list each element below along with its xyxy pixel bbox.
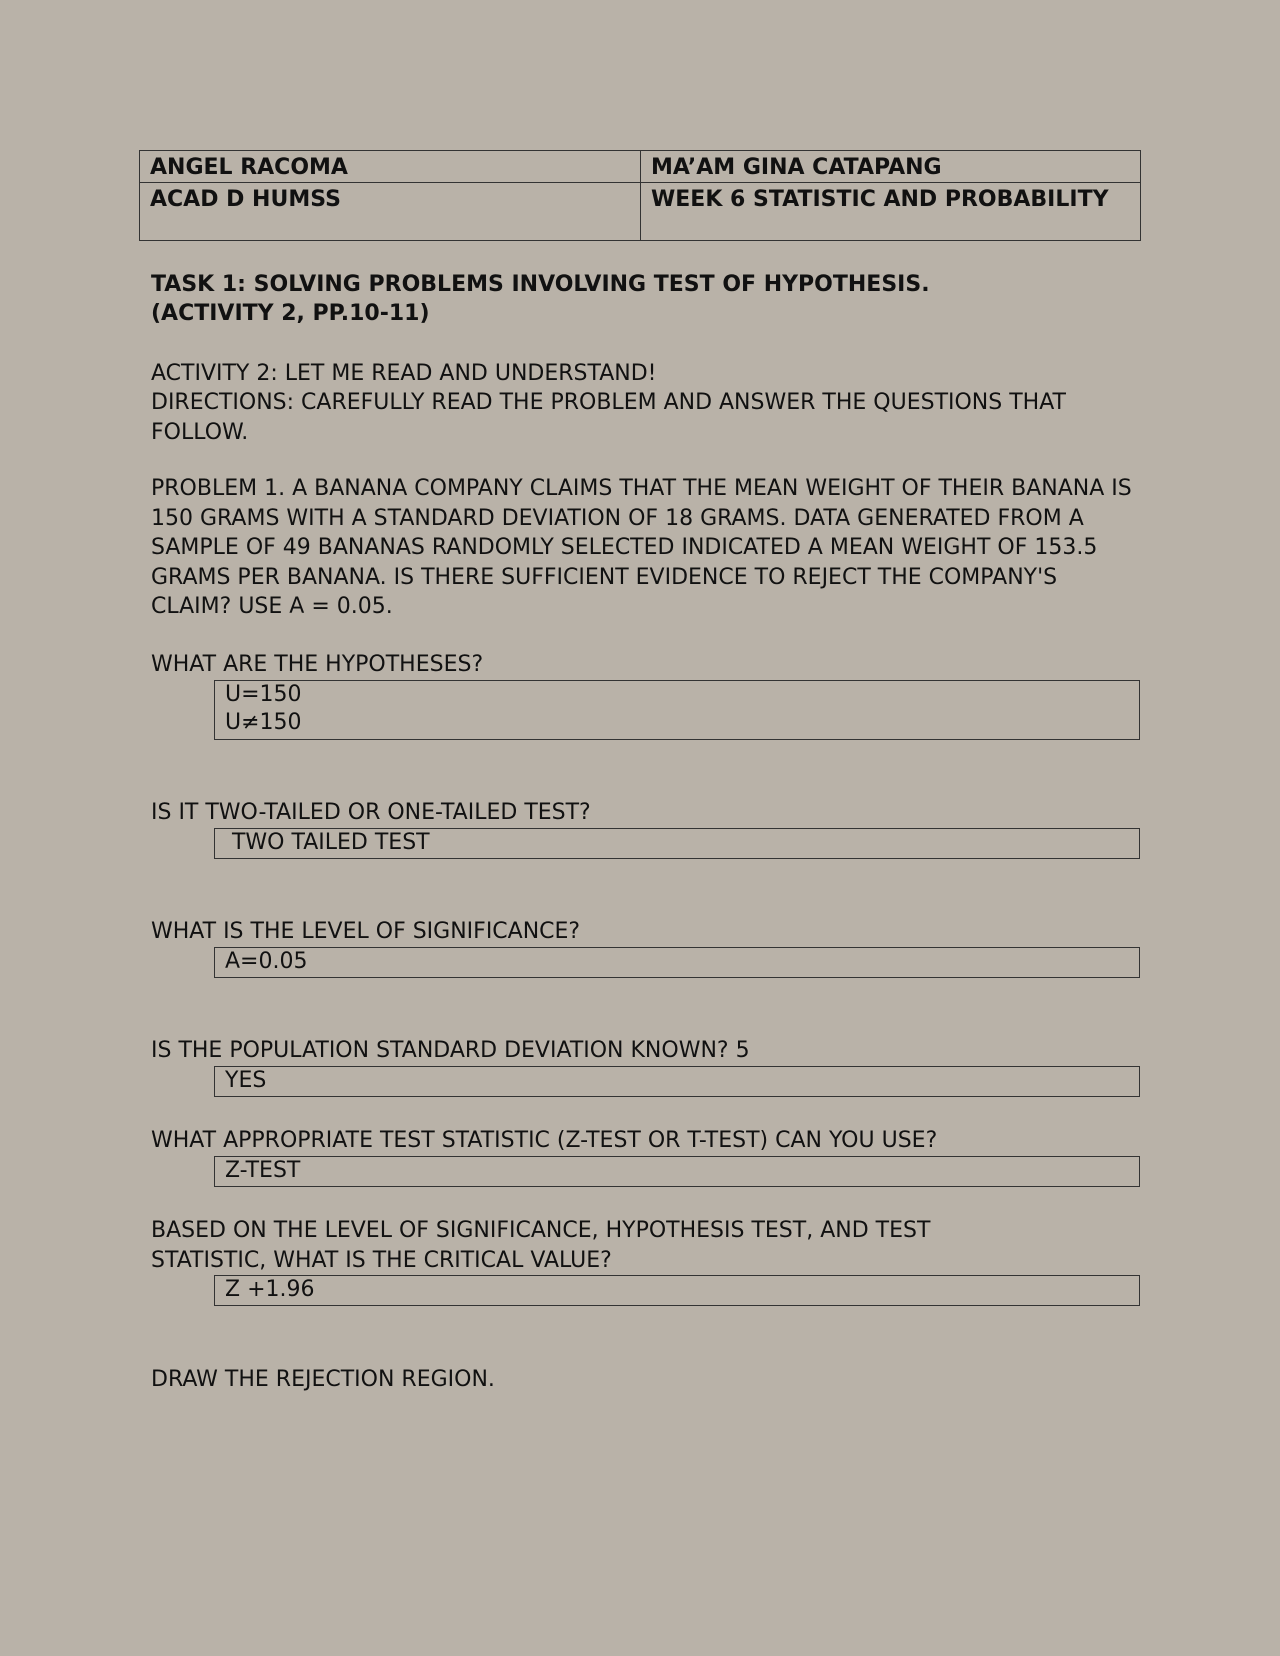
- answer-box-hypotheses: [214, 680, 1140, 740]
- question-rejection-region: DRAW THE REJECTION REGION.: [151, 1367, 495, 1392]
- task-title-line2: (ACTIVITY 2, PP.10-11): [151, 301, 430, 326]
- section-name: ACAD D HUMSS: [140, 183, 641, 241]
- student-name: ANGEL RACOMA: [140, 151, 641, 183]
- answer-alternative-hypothesis: U≠150: [225, 710, 302, 735]
- header-table: [139, 150, 1141, 241]
- problem-text: PROBLEM 1. A BANANA COMPANY CLAIMS THAT THE MEAN WEIGHT OF THEIR BANANA IS 150 GRAMS WITH A STANDARD DEVIATION OF 18 GRAMS. DATA GENERATED FROM A SAMPLE OF 49 BANANAS RANDOMLY SELECTED INDICATED A MEAN WEIGHT OF 153.5 GRAMS PER BANANA. IS THERE SUFFICIENT EVIDENCE TO REJECT THE COMPANY'S CLAIM? USE Α = 0.05.: [151, 476, 1132, 619]
- question-tail-type: IS IT TWO-TAILED OR ONE-TAILED TEST?: [151, 800, 591, 825]
- question-critical-value: BASED ON THE LEVEL OF SIGNIFICANCE, HYPOTHESIS TEST, AND TEST STATISTIC, WHAT IS THE CRITICAL VALUE?: [151, 1218, 931, 1273]
- answer-box-critical-value: Z +1.96: [214, 1275, 1140, 1306]
- answer-null-hypothesis: U=150: [225, 682, 302, 707]
- question-sd-known: IS THE POPULATION STANDARD DEVIATION KNOWN? 5: [151, 1038, 750, 1063]
- task-title: [151, 270, 1151, 328]
- activity-directions: DIRECTIONS: CAREFULLY READ THE PROBLEM AND ANSWER THE QUESTIONS THAT FOLLOW.: [151, 390, 1066, 445]
- answer-box-sd-known: YES: [214, 1066, 1140, 1097]
- subject-name: WEEK 6 STATISTIC AND PROBABILITY: [641, 183, 1141, 241]
- question-hypotheses: WHAT ARE THE HYPOTHESES?: [151, 652, 484, 677]
- task-title-line1: TASK 1: SOLVING PROBLEMS INVOLVING TEST OF HYPOTHESIS.: [151, 272, 930, 297]
- answer-box-test-statistic: Z-TEST: [214, 1156, 1140, 1187]
- question-test-statistic: WHAT APPROPRIATE TEST STATISTIC (Z-TEST OR T-TEST) CAN YOU USE?: [151, 1128, 938, 1153]
- activity-heading: ACTIVITY 2: LET ME READ AND UNDERSTAND!: [151, 361, 657, 386]
- teacher-name: MA’AM GINA CATAPANG: [641, 151, 1141, 183]
- answer-box-significance: Α=0.05: [214, 947, 1140, 978]
- answer-box-tail-type: TWO TAILED TEST: [214, 828, 1140, 859]
- question-significance: WHAT IS THE LEVEL OF SIGNIFICANCE?: [151, 919, 581, 944]
